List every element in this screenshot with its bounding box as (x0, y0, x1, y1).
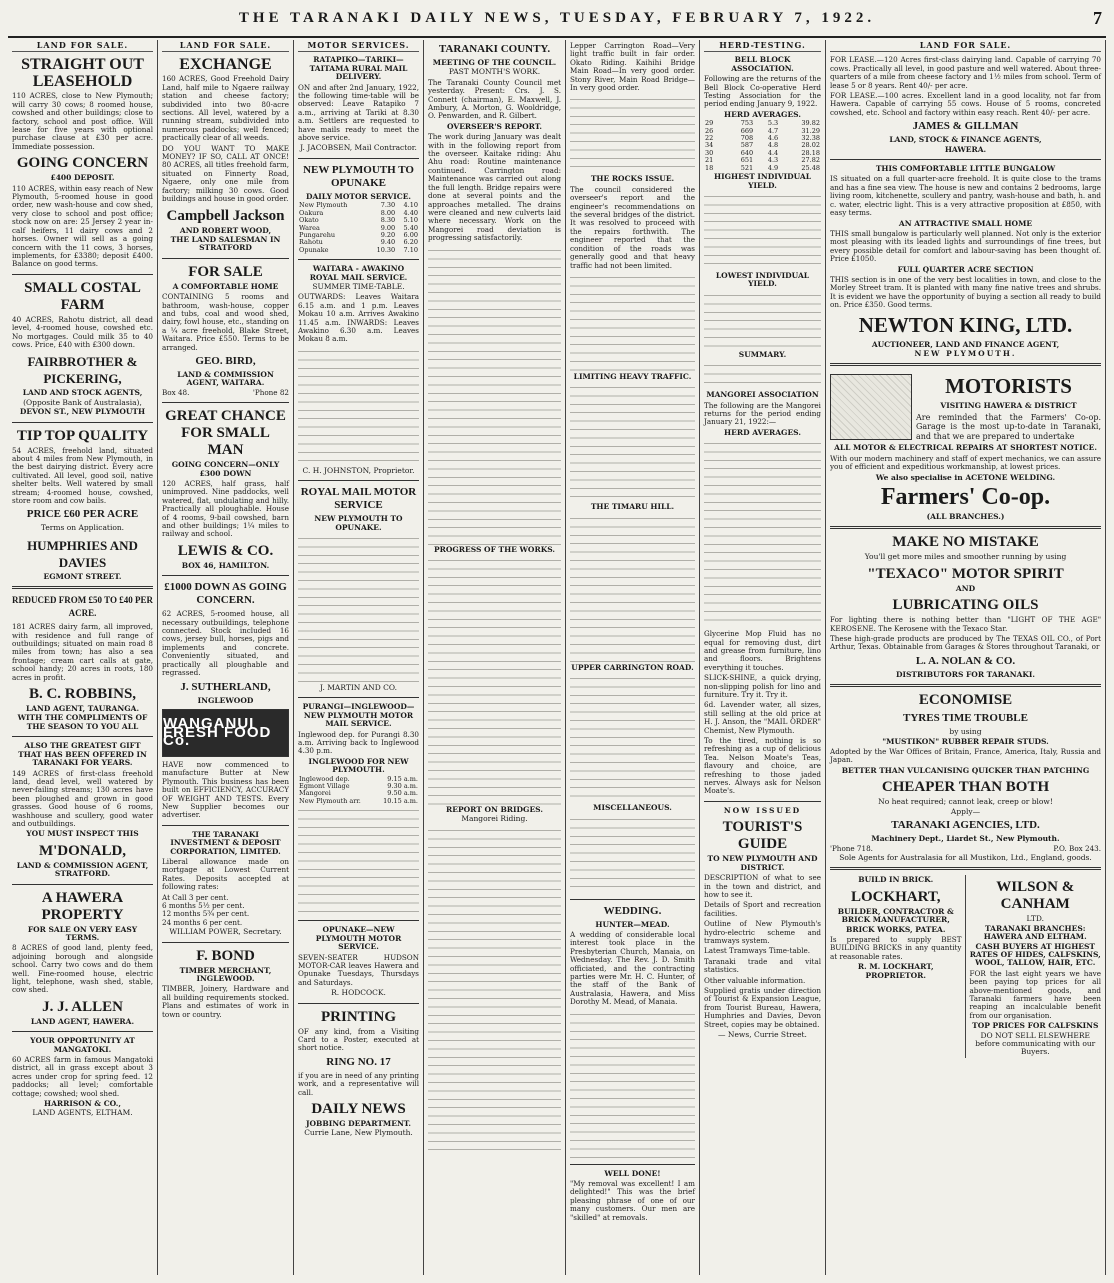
table-cell: 7.30 (380, 201, 396, 210)
herd-table (704, 120, 821, 172)
table-cell: 4.9 (767, 163, 779, 172)
ad-body: 181 ACRES dairy farm, all improved, with residence and full range of outbuildings; situated on main road 8 miles from town; has also a sea frontage; cream cart calls at gate, school handy; 20 acres in roots, 180 acres in profit. (12, 622, 153, 682)
brick-line: BUILD IN BRICK. (858, 875, 934, 885)
timetable (298, 202, 419, 254)
service-body: OUTWARDS: Leaves Waitara 6.15 a.m. and 1 p.m. Leaves Mokau 10 a.m. Arrives Awakino 11.45 a.m. INWARDS: Leaves Awakino 6.30 a.m. Leaves Mokau 8 a.m. (298, 292, 419, 344)
secretary-line: WILLIAM POWER, Secretary. (169, 927, 282, 937)
service-title: PURANGI—INGLEWOOD—NEW PLYMOUTH MOTOR MAIL SERVICE. (302, 702, 415, 729)
article-body: Lepper Carrington Road—Very light traffic built in fair order. Okato Riding. Kaihihi Bridge Main Road—In very good order. Stony River, Main Road Bridge—In very good order. (570, 41, 695, 93)
property-body: THIS small bungalow is particularly well planned. Not only is the exterior most pleasing with its leaded lights and surroundings of fine trees, but every possible detail for comfort and labour-saving has been thought of. Price £1050. (830, 228, 1101, 264)
table-cell: 34 (705, 141, 714, 150)
service-sign: C. H. JOHNSTON, Proprietor. (302, 465, 415, 475)
table-cell: 4.10 (403, 201, 418, 210)
section-heading: THE ROCKS ISSUE. (590, 174, 675, 184)
table-cell: 7.10 (403, 245, 418, 254)
ad-body: DO YOU WANT TO MAKE MONEY? IF SO, CALL AT ONCE! 80 ACRES, all titles freehold farm, situated on Finnerty Road, Ngaere, only one mile from factory; milking 30 cows. Good buildings and house in good order. (162, 143, 289, 204)
section-heading: MISCELLANEOUS. (593, 803, 672, 813)
wilson-canham-ad (970, 875, 1102, 1058)
tyres-by: by using (949, 727, 982, 737)
table-cell: 30 (705, 148, 714, 157)
wilson-canham-top: DO NOT SELL ELSEWHERE before communicating with our Buyers. (975, 1030, 1096, 1057)
table-cell: 9.20 (380, 230, 396, 239)
rates-list (162, 894, 289, 928)
ad-subtitle: £400 DEPOSIT. (50, 173, 115, 183)
table-cell: 5.3 (767, 119, 779, 128)
table-cell: 10.15 a.m. (383, 796, 418, 805)
agent-name: B. C. ROBBINS, (28, 686, 137, 703)
article-body: The council considered the overseer's report and the engineer's recommendations on the several bridges of the district. It was resolved to proceed with the repairs forthwith. The engineer reported that the condition of the roads was generally good and that heavy traffic had not been limited. (570, 184, 695, 270)
ad-subtitle: A COMFORTABLE HOME (172, 281, 279, 291)
cheaper-title: CHEAPER THAN BOTH (881, 779, 1050, 796)
contact-line (162, 389, 289, 397)
section-heading: THE TIMARU HILL. (590, 502, 675, 512)
nolan-sub: DISTRIBUTORS FOR TARANAKI. (895, 669, 1036, 679)
section-heading: UPPER CARRINGTON ROAD. (571, 662, 694, 672)
column-land-for-sale-3 (826, 40, 1106, 1275)
table-cell: 640 (740, 148, 754, 157)
newton-king-line: NEW PLYMOUTH. (914, 348, 1017, 358)
ad-note: YOU MUST INSPECT THIS (26, 829, 139, 839)
agent-name: F. BOND (196, 947, 255, 964)
table-cell: 669 (740, 126, 754, 135)
wilson-canham-ltd: LTD. (1026, 914, 1044, 924)
association-name: MANGOREI ASSOCIATION (706, 390, 819, 400)
table-heading: HERD AVERAGES. (724, 109, 801, 119)
cheaper-body: No heat required; cannot leak, creep or blow! (878, 797, 1053, 807)
motorists-ad (830, 371, 1101, 443)
table-cell: 18 (705, 163, 714, 172)
guide-item: Taranaki trade and vital statistics. (704, 956, 821, 975)
table-row (704, 165, 821, 172)
table-cell: New Plymouth arr. (299, 796, 361, 805)
printing-body: if you are in need of any printing work, and a representative will call. (298, 1070, 419, 1097)
ad-price: PRICE £60 PER ACRE (26, 508, 139, 521)
mistake-title: MAKE NO MISTAKE (892, 534, 1039, 551)
lockhart-sub: BRICK WORKS, PATEA. (846, 924, 946, 934)
agencies-phone: 'Phone 718. (830, 843, 873, 853)
column-taranaki-county (424, 40, 566, 1275)
ad-title: GOING CONCERN (16, 155, 149, 172)
ad-body: 110 ACRES, close to New Plymouth; will carry 30 cows; 8 roomed house, cowshed and other buildings; close to factory, school and post office. Will lease for five years with optional purchase clause at £30 per acre. Immediate possession. (12, 91, 153, 151)
oils-title: LUBRICATING OILS (892, 597, 1039, 614)
service-body: SEVEN-SEATER HUDSON MOTOR-CAR leaves Hawera and Opunake Tuesdays, Thursdays and Saturdays. (298, 952, 419, 987)
column-land-for-sale-2 (158, 40, 294, 1275)
table-cell: 4.40 (403, 208, 418, 217)
oils-body: For lighting there is nothing better than "LIGHT OF THE AGE" KEROSENE. The Kerosene with the Texaco Star. (830, 615, 1101, 633)
mistake-body: You'll get more miles and smoother running by using (864, 552, 1067, 562)
motorists-sub: VISITING HAWERA & DISTRICT (940, 401, 1077, 411)
agencies-agents: Sole Agents for Australasia for all Mustikon, Ltd., England, goods. (839, 852, 1092, 862)
table-cell: 9.40 (380, 238, 396, 247)
table-cell: 587 (740, 141, 754, 150)
column-heading: MOTOR SERVICES. (298, 40, 419, 52)
table-cell: Rahotu (299, 238, 323, 247)
property-heading: AN ATTRACTIVE SMALL HOME (898, 218, 1033, 228)
guide-item: DESCRIPTION of what to see in the town and district, and how to see it. (704, 873, 821, 899)
column-herd-testing (700, 40, 826, 1275)
service-title: WAITARA - AWAKINO ROYAL MAIL SERVICE. (309, 264, 408, 282)
agent-line: BOX 46, HAMILTON. (181, 560, 270, 570)
ad-body: CONTAINING 5 rooms and bathroom, wash-house, copper and tubs, coal and wood shed, dairy, fowl house, etc., standing on a ¼ acre freehold, Blake Street, Waitara. Price £550. Terms to be arranged. (162, 292, 289, 352)
ad-body: 110 ACRES, within easy reach of New Plymouth, 5-roomed house in good order, new wash-house and cow shed, very close to school and post office; stock now on are: 25 Jersey 2 year in-calf heifers, 11 dairy cows and 2 horses. Owner will sell as a going concern with the 11 cows, 3 horses, implements, for £3380; deposit £400. Balance on good terms. (12, 183, 153, 269)
table-cell: Egmont Village (299, 782, 350, 791)
wanganui-fresh-food-logo: WANGANUI FRESH FOOD Co. (162, 709, 289, 757)
ad-body: 6d. Lavender water, all sizes, still selling at the old price at H. J. Anson, the "MAIL ORDER" Chemist, New Plymouth. (704, 700, 821, 735)
newton-king-line: AUCTIONEER, LAND AND FINANCE AGENT, (871, 339, 1060, 349)
ad-terms: Terms on Application. (40, 523, 125, 533)
table-heading: HIGHEST INDIVIDUAL YIELD. (713, 172, 812, 190)
service-title: NEW PLYMOUTH TO OPUNAKE (303, 163, 414, 189)
ad-body: To the tired, nothing is so refreshing as a cup of delicious Tea. Nelson Moate's Teas, flavoury and choice, are refreshing to those jaded nerves. Always ask for Nelson Moate's. (704, 736, 821, 796)
table-cell: 4.6 (767, 134, 779, 143)
ad-body: TIMBER, Joinery, Hardware and all building requirements stocked. Plans and estimates of work in town or country. (162, 984, 289, 1019)
rate-item: 12 months 5¾ per cent. (162, 909, 250, 919)
agent-line: LAND AND STOCK AGENTS, (22, 388, 143, 398)
service-subtitle: SUMMER TIME-TABLE. (312, 281, 405, 291)
ad-body: HAVE now commenced to manufacture Butter at New Plymouth. This business has been built on EFFICIENCY, ACCURACY OF WEIGHT AND TESTS. Every New Supplier becomes our advertiser. (162, 759, 289, 820)
ad-body: SLICK-SHINE, a quick drying, non-slipping polish for lino and furniture. Try it. Try it. (704, 673, 821, 699)
welldone-body: "My removal was excellent! I am delighted!" This was the brief pleasing phrase of one of our many customers. Our men are "skilled" at removals. (570, 1179, 695, 1222)
agent-line: LAND & COMMISSION AGENT, STRATFORD. (16, 860, 149, 879)
wilson-canham-cash: CASH BUYERS AT HIGHEST RATES OF HIDES, CALFSKINS, WOOL, TALLOW, HAIR, ETC. (969, 941, 1101, 968)
ad-title: EXCHANGE (179, 56, 272, 74)
property-heading: THIS COMFORTABLE LITTLE BUNGALOW (875, 164, 1056, 174)
table-cell: 31.29 (801, 126, 820, 135)
ad-title: ALSO THE GREATEST GIFT THAT HAS BEEN OFFERED IN TARANAKI FOR YEARS. (18, 741, 147, 768)
agent-line: THE LAND SALESMAN IN STRATFORD (170, 234, 281, 253)
agent-line: DEVON ST., NEW PLYMOUTH (19, 407, 146, 417)
table-cell: 6.20 (403, 238, 418, 247)
table-cell: 8.00 (380, 208, 396, 217)
masthead (8, 6, 1106, 38)
ad-body: 160 ACRES, Good Freehold Dairy Land, half mile to Ngaere railway station and cheese factory; subdivided into two 80-acre sections. All level, watered by a running stream, subdivided into numerous paddocks; well fenced; practically clear of all weeds. (162, 74, 289, 143)
service-title: INGLEWOOD FOR NEW PLYMOUTH. (308, 756, 409, 775)
guide-item: Supplied gratis under direction of Tourist & Expansion League, from Tourist Bureau, Hawera, Humphries and Davies, Devon Street, copies may be obtained. (704, 985, 821, 1029)
wilson-canham-body: FOR the last eight years we have been paying top prices for all above-mentioned goods, and Taranaki farmers have been reaping an incalculable benefit from our organisation. (969, 968, 1101, 1020)
agent-line: LAND, STOCK & FINANCE AGENTS, (889, 135, 1042, 145)
ad-title: THE TARANAKI INVESTMENT & DEPOSIT CORPORATION, LIMITED. (170, 829, 281, 856)
ad-note: WITH THE COMPLIMENTS OF THE SEASON TO YOU ALL (17, 713, 148, 731)
newspaper-title: THE TARANAKI DAILY NEWS, TUESDAY, FEBRUARY 7, 1922. (238, 10, 876, 26)
printing-body: OF any kind, from a Visiting Card to a Poster, executed at short notice. (298, 1026, 419, 1053)
table-cell: Inglewood dep. (299, 774, 350, 783)
agent-name: GEO. BIRD, (195, 354, 256, 367)
ad-title: STRAIGHT OUT LEASEHOLD (21, 56, 144, 91)
table-cell: Pungarehu (299, 230, 336, 239)
table-row (298, 798, 419, 805)
table-cell: Mangorei (299, 789, 331, 798)
section-heading: OVERSEER'S REPORT. (446, 121, 543, 131)
guide-item: Latest Tramways Time-table. (704, 946, 811, 956)
lockhart-title: LOCKHART, (850, 888, 941, 905)
table-cell: 9.30 a.m. (387, 782, 418, 791)
motorists-title: MOTORISTS (945, 374, 1072, 399)
property-body: IS situated on a full quarter-acre freehold. It is quite close to the trams and has a fine sea view. The house is new and contains 2 bedrooms, large living room, kitchenette, scullery and pantry, wash-house and bath, h. and c. water, electric light. This is a very attractive proposition at £850, with easy terms. (830, 174, 1101, 218)
article-headline: TARANAKI COUNTY. (438, 43, 551, 55)
service-sign: R. HODCOCK. (331, 988, 386, 998)
guide-item: Other valuable information. (704, 975, 806, 985)
table-heading: HERD AVERAGES. (724, 427, 801, 437)
table-cell: 39.82 (801, 119, 820, 128)
agent-name: HUMPHRIES AND DAVIES (27, 537, 138, 570)
agent-line: LAND & COMMISSION AGENT, WAITARA. (177, 369, 274, 388)
ad-body: 40 ACRES, Rahotu district, all dead level, 4-roomed house, cowshed etc. No mortgages. Could milk 35 to 40 cows. Price, £40 with £300 down. (12, 314, 153, 349)
table-cell: New Plymouth (299, 201, 348, 210)
table-heading: SUMMARY. (738, 349, 787, 359)
article-intro: Following are the returns of the Bell Block Co-operative Herd Testing Association for the period ending January 9, 1922. (704, 74, 821, 109)
taranaki-agencies-sub: Machinery Dept., Liardet St., New Plymouth. (871, 834, 1060, 844)
ad-title: A HAWERA PROPERTY (41, 889, 124, 923)
table-cell: 25.48 (801, 163, 820, 172)
agent-name: M'DONALD, (38, 842, 127, 859)
article-subhead: PAST MONTH'S WORK. (448, 67, 541, 77)
section-heading: Mangorei Riding. (461, 814, 528, 824)
property-heading: FULL QUARTER ACRE SECTION (897, 264, 1034, 274)
lease-ad: FOR LEASE.—100 acres. Excellent land in a good locality, not far from Hawera. Capable of carrying 55 cows. House of 5 rooms, concreted cowshed, etc. School and factory within easy reach. Rent 40/- per acre. (830, 91, 1101, 117)
column-motor-services (294, 40, 424, 1275)
apply-line: Apply— (950, 806, 981, 816)
acetone-line: We also specialise in ACETONE WELDING. (875, 472, 1056, 482)
table-cell: 9.00 (380, 223, 396, 232)
daily-news-title: DAILY NEWS (311, 1100, 406, 1117)
taranaki-agencies-title: TARANAKI AGENCIES, LTD. (891, 819, 1040, 832)
timetable (298, 776, 419, 806)
guide-item: Outline of New Plymouth's hydro-electric scheme and tramways system. (704, 919, 821, 945)
article-intro: The following are the Mangorei returns for the period ending January 21, 1922:— (704, 400, 821, 427)
agent-name: FAIRBROTHER & PICKERING, (27, 354, 138, 387)
farmers-coop-title: Farmers' Co-op. (880, 484, 1051, 510)
column-heading: HERD-TESTING. (704, 40, 821, 52)
table-cell: 6.00 (403, 230, 418, 239)
table-cell: 753 (740, 119, 754, 128)
agent-name: J. J. ALLEN (42, 998, 123, 1015)
section-heading: PROGRESS OF THE WORKS. (434, 544, 555, 554)
column-county-continued (566, 40, 700, 1275)
table-cell: Opunake (299, 245, 329, 254)
service-title: ROYAL MAIL MOTOR SERVICE (300, 486, 417, 512)
table-cell: 4.4 (767, 148, 779, 157)
table-cell: 5.40 (403, 223, 418, 232)
agent-line: HAWERA. (944, 144, 987, 154)
table-cell: 4.8 (767, 141, 779, 150)
ad-title: TIP TOP QUALITY (16, 427, 149, 444)
bottom-ads (830, 875, 1101, 1058)
column-heading: LAND FOR SALE. (162, 40, 289, 52)
table-cell: 708 (740, 134, 754, 143)
agent-line: EGMONT STREET. (43, 571, 122, 581)
ad-title: GREAT CHANCE FOR SMALL MAN (165, 408, 286, 459)
association-name: BELL BLOCK ASSOCIATION. (731, 55, 794, 73)
ad-title: SMALL COSTAL FARM (24, 279, 141, 313)
table-cell: 8.30 (380, 216, 396, 225)
daily-news-sub: JOBBING DEPARTMENT. (305, 1118, 412, 1128)
agent-line: INGLEWOOD (197, 695, 254, 705)
table-cell: 5.10 (403, 216, 418, 225)
ad-subtitle: FOR SALE ON VERY EASY TERMS. (27, 924, 138, 942)
article-subhead: MEETING OF THE COUNCIL. (432, 58, 557, 67)
ad-body: 120 ACRES, half grass, half unimproved. Nine paddocks, well watered, flat, undulating and hilly. Practically all ploughable. House of 4 rooms, 9-bail cowshed, barn and other buildings; 1¼ miles to railway and school. (162, 479, 289, 539)
table-cell: 4.3 (767, 156, 779, 165)
table-heading: LOWEST INDIVIDUAL YIELD. (715, 270, 810, 289)
farmers-coop-sub: (ALL BRANCHES.) (926, 512, 1005, 521)
wilson-canham-title: WILSON & CANHAM (996, 879, 1075, 913)
table-cell: 21 (705, 156, 714, 165)
service-sign: J. JACOBSEN, Mail Contractor. (300, 143, 417, 153)
economise-title: ECONOMISE (918, 692, 1013, 709)
guide-subtitle: TO NEW PLYMOUTH AND DISTRICT. (707, 854, 818, 872)
wedding-heading: WEDDING. (603, 904, 662, 917)
printing-title: PRINTING (320, 1008, 396, 1025)
table-cell: 26 (705, 126, 714, 135)
phone-number: 'Phone 82 (252, 387, 289, 397)
lockhart-sign: R. M. LOCKHART, PROPRIETOR. (857, 962, 934, 980)
service-subtitle: DAILY MOTOR SERVICE. (305, 191, 412, 201)
ad-body: 62 ACRES, 5-roomed house, all necessary outbuildings, telephone connected. Stock included 16 cows, jersey bull, horses, pigs and implements and concrete. Conveniently situated, and practically all ploughable and regrassed. (162, 609, 289, 678)
agent-line: LAND AGENT, HAWERA. (30, 1016, 135, 1026)
table-cell: 22 (705, 134, 714, 143)
rate-item: 6 months 5½ per cent. (162, 901, 245, 910)
lockhart-ad (830, 875, 966, 1058)
ad-body: Liberal allowance made on mortgage at Lowest Current Rates. Deposits accepted at following rates: (162, 856, 289, 892)
ad-subtitle: GOING CONCERN—ONLY £300 DOWN (171, 460, 280, 478)
guide-item: Details of Sport and recreation facilities. (704, 900, 821, 918)
column-land-for-sale-1 (8, 40, 158, 1275)
ad-body: 60 ACRES farm in famous Mangatoki district, all in grass except about 3 acres under crop for spring feed. 12 paddocks; all level; comfortable cottage; cowshed; wool shed. (12, 1055, 153, 1098)
ad-title: £1000 DOWN AS GOING CONCERN. (164, 581, 287, 607)
wilson-canham-sub: TARANAKI BRANCHES: HAWERA AND ELTHAM. (983, 923, 1087, 942)
ad-title: REDUCED FROM £50 TO £40 PER ACRE. (12, 595, 153, 619)
ring-number: RING NO. 17 (326, 1055, 391, 1068)
motorist-illustration (830, 374, 912, 440)
table-cell: Okato (299, 216, 319, 225)
agent-line: TIMBER MERCHANT, INGLEWOOD. (179, 965, 272, 984)
ad-body: 149 ACRES of first-class freehold land, dead level, well watered by never-failing streams; 130 acres have been ploughed and grown in good grasses. Good house of 6 rooms, washhouse and scullery, good water and outbuildings. (12, 768, 153, 828)
mustikon-title: "MUSTIKON" RUBBER REPAIR STUDS. (882, 736, 1049, 746)
welldone-heading: WELL DONE! (604, 1168, 661, 1178)
table-row (298, 247, 419, 254)
now-issued: NOW ISSUED (723, 805, 802, 815)
ad-body: 8 ACRES of good land, plenty feed, adjoining borough and alongside school. Carry two cows and do them well. Fine-roomed house, electric light, telephone, wash shed, stable, cow shed. (12, 943, 153, 995)
newton-king-title: NEWTON KING, LTD. (858, 312, 1073, 337)
motor-repairs: ALL MOTOR & ELECTRICAL REPAIRS AT SHORTEST NOTICE. (834, 443, 1097, 453)
table-cell: Oakura (299, 208, 324, 217)
box-number: Box 48. (162, 387, 190, 397)
motorists-body: Are reminded that the Farmers' Co-op. Garage is the most up-to-date in Taranaki, and that we are prepared to undertake (916, 412, 1101, 441)
wedding-subhead: HUNTER—MEAD. (595, 919, 670, 929)
guide-sign: — News, Currie Street. (718, 1030, 807, 1039)
table-cell: 29 (705, 119, 714, 128)
agent-name: HARRISON & CO., (44, 1099, 121, 1109)
service-body: ON and after 2nd January, 1922, the following time-table will be observed: Leave Ratapiko 7 a.m., arriving at Tariki at 8.30 a.m. Settlers are requested to have mails ready to meet the above service. (298, 82, 419, 143)
table-cell: 9.50 a.m. (387, 789, 418, 798)
agencies-box: P.O. Box 243. (1053, 843, 1101, 853)
lease-ad: FOR LEASE.—120 Acres first-class dairying land. Capable of carrying 70 cows. Practically all level, in good pasture and well watered. About three-quarters of a mile from cheese factory and 1½ miles from school. Term of lease 5 or 8 years. Rent 40/- per acre. (830, 55, 1101, 90)
table-cell: 32.38 (801, 134, 820, 143)
ad-body: 54 ACRES, freehold land, situated about 4 miles from New Plymouth, in the best dairying district. Every acre cultivated. All level, good soil, native shelter belts. Well watered by small stream; 4-roomed house, cowshed, store room and cow bails. (12, 445, 153, 505)
motor-body: With our modern machinery and staff of expert mechanics, we can assure you of efficient and expeditious workmanship, at lowest prices. (830, 453, 1101, 472)
service-title: OPUNAKE—NEW PLYMOUTH MOTOR SERVICE. (315, 925, 402, 952)
service-sign: J. MARTIN AND CO. (320, 683, 397, 692)
and-line: AND (955, 583, 976, 593)
table-cell: 28.02 (801, 141, 820, 150)
article-body: The work during January was dealt with in the following report from the overseer. Kaitake riding: Ahu Ahu road: Routine maintenance continued. Carrington road: Maintenance was carried out along the full length. Bridge repairs were done at several points and the approaches metalled. The drains were cleaned and new culverts laid where necessary. Work on the Mangorei road deviation is progressing satisfactorily. (428, 132, 561, 243)
table-cell: 28.18 (801, 148, 820, 157)
agent-name: J. SUTHERLAND, (180, 680, 271, 693)
table-cell: 27.82 (801, 156, 820, 165)
agent-line: LAND AGENT, TAURANGA. (25, 704, 140, 714)
lockhart-sub: BUILDER, CONTRACTOR & BRICK MANUFACTURER, (837, 906, 954, 925)
tyres-body: Adopted by the War Offices of Britain, France, America, Italy, Russia and Japan. (830, 747, 1101, 765)
page-number: 7 (1093, 8, 1102, 28)
column-heading: LAND FOR SALE. (12, 40, 153, 52)
agent-name: Campbell Jackson (166, 207, 285, 224)
lockhart-body: Is prepared to supply BEST BUILDING BRICKS in any quantity at reasonable rates. (830, 934, 962, 961)
section-heading: REPORT ON BRIDGES. (446, 804, 543, 814)
service-subtitle: NEW PLYMOUTH TO OPUNAKE. (314, 514, 403, 532)
agent-line: LAND AGENTS, ELTHAM. (32, 1108, 133, 1118)
ad-title: YOUR OPPORTUNITY AT MANGATOKI. (30, 1036, 135, 1054)
wedding-body: A wedding of considerable local interest took place in the Presbyterian Church, Manaia, on Wednesday. The Rev. J. D. Smith officiated, and the contracting parties were Mr. H. C. Hunter, of the staff of the Bank of Australasia, Hawera, and Miss Dorothy M. Mead, of Manaia. (570, 929, 695, 1007)
wilson-canham-top: TOP PRICES FOR CALFSKINS (972, 1021, 1099, 1031)
table-cell: 9.15 a.m. (387, 774, 418, 783)
nolan-title: L. A. NOLAN & CO. (915, 654, 1016, 667)
texaco-title: "TEXACO" MOTOR SPIRIT (867, 565, 1064, 582)
rate-item: 24 months 6 per cent. (162, 917, 243, 927)
table-cell: 651 (740, 156, 754, 165)
better-line: BETTER THAN VULCANISING QUICKER THAN PATCHING (841, 765, 1090, 775)
ad-body: Glycerine Mop Fluid has no equal for removing dust, dirt and grease from furniture, lino and floors. Brightens everything it touches. (704, 629, 821, 672)
agent-name: LEWIS & CO. (177, 542, 274, 559)
daily-news-address: Currie Lane, New Plymouth. (304, 1128, 413, 1138)
table-cell: 4.7 (767, 126, 779, 135)
article-intro: The Taranaki County Council met yesterday. Present: Crs. J. S. Connett (chairman), E. Maxwell, J. Ambury, A. Morton, G. Wooldridge, O. Penwarden, and R. Gilbert. (428, 77, 561, 121)
table-cell: 10.30 (376, 245, 396, 254)
agent-line: AND ROBERT WOOD, (179, 225, 272, 235)
ad-title: FOR SALE (188, 263, 263, 280)
column-heading: LAND FOR SALE. (830, 40, 1101, 52)
agent-name: JAMES & GILLMAN (912, 120, 1019, 133)
rate-item: At Call 3 per cent. (162, 892, 229, 902)
tyres-title: TYRES TIME TROUBLE (903, 712, 1028, 725)
section-heading: LIMITING HEAVY TRAFFIC. (573, 371, 692, 381)
table-cell: 521 (740, 163, 754, 172)
oils-body: These high-grade products are produced by The TEXAS OIL CO., of Port Arthur, Texas. Obtainable from Garages & Stores throughout Taranaki, or (830, 634, 1101, 652)
guide-title: TOURIST'S GUIDE (722, 819, 803, 853)
service-body: Inglewood dep. for Purangi 8.30 a.m. Arriving back to Inglewood 4.30 p.m. (298, 729, 419, 756)
agent-line: (Opposite Bank of Australasia), (23, 397, 142, 407)
service-title: RATAPIKO—TARIKI—TAITAMA RURAL MAIL DELIVERY. (309, 55, 408, 82)
agencies-contact (830, 845, 1101, 853)
property-body: THIS section is in one of the very best localities in town, and close to the Morley Street tram. It is planted with many fine native trees and shrubs. It is evident we have the opportunity of buying a section all ready to build on. Price £350. Good terms. (830, 274, 1101, 310)
table-cell: Warea (299, 223, 320, 232)
